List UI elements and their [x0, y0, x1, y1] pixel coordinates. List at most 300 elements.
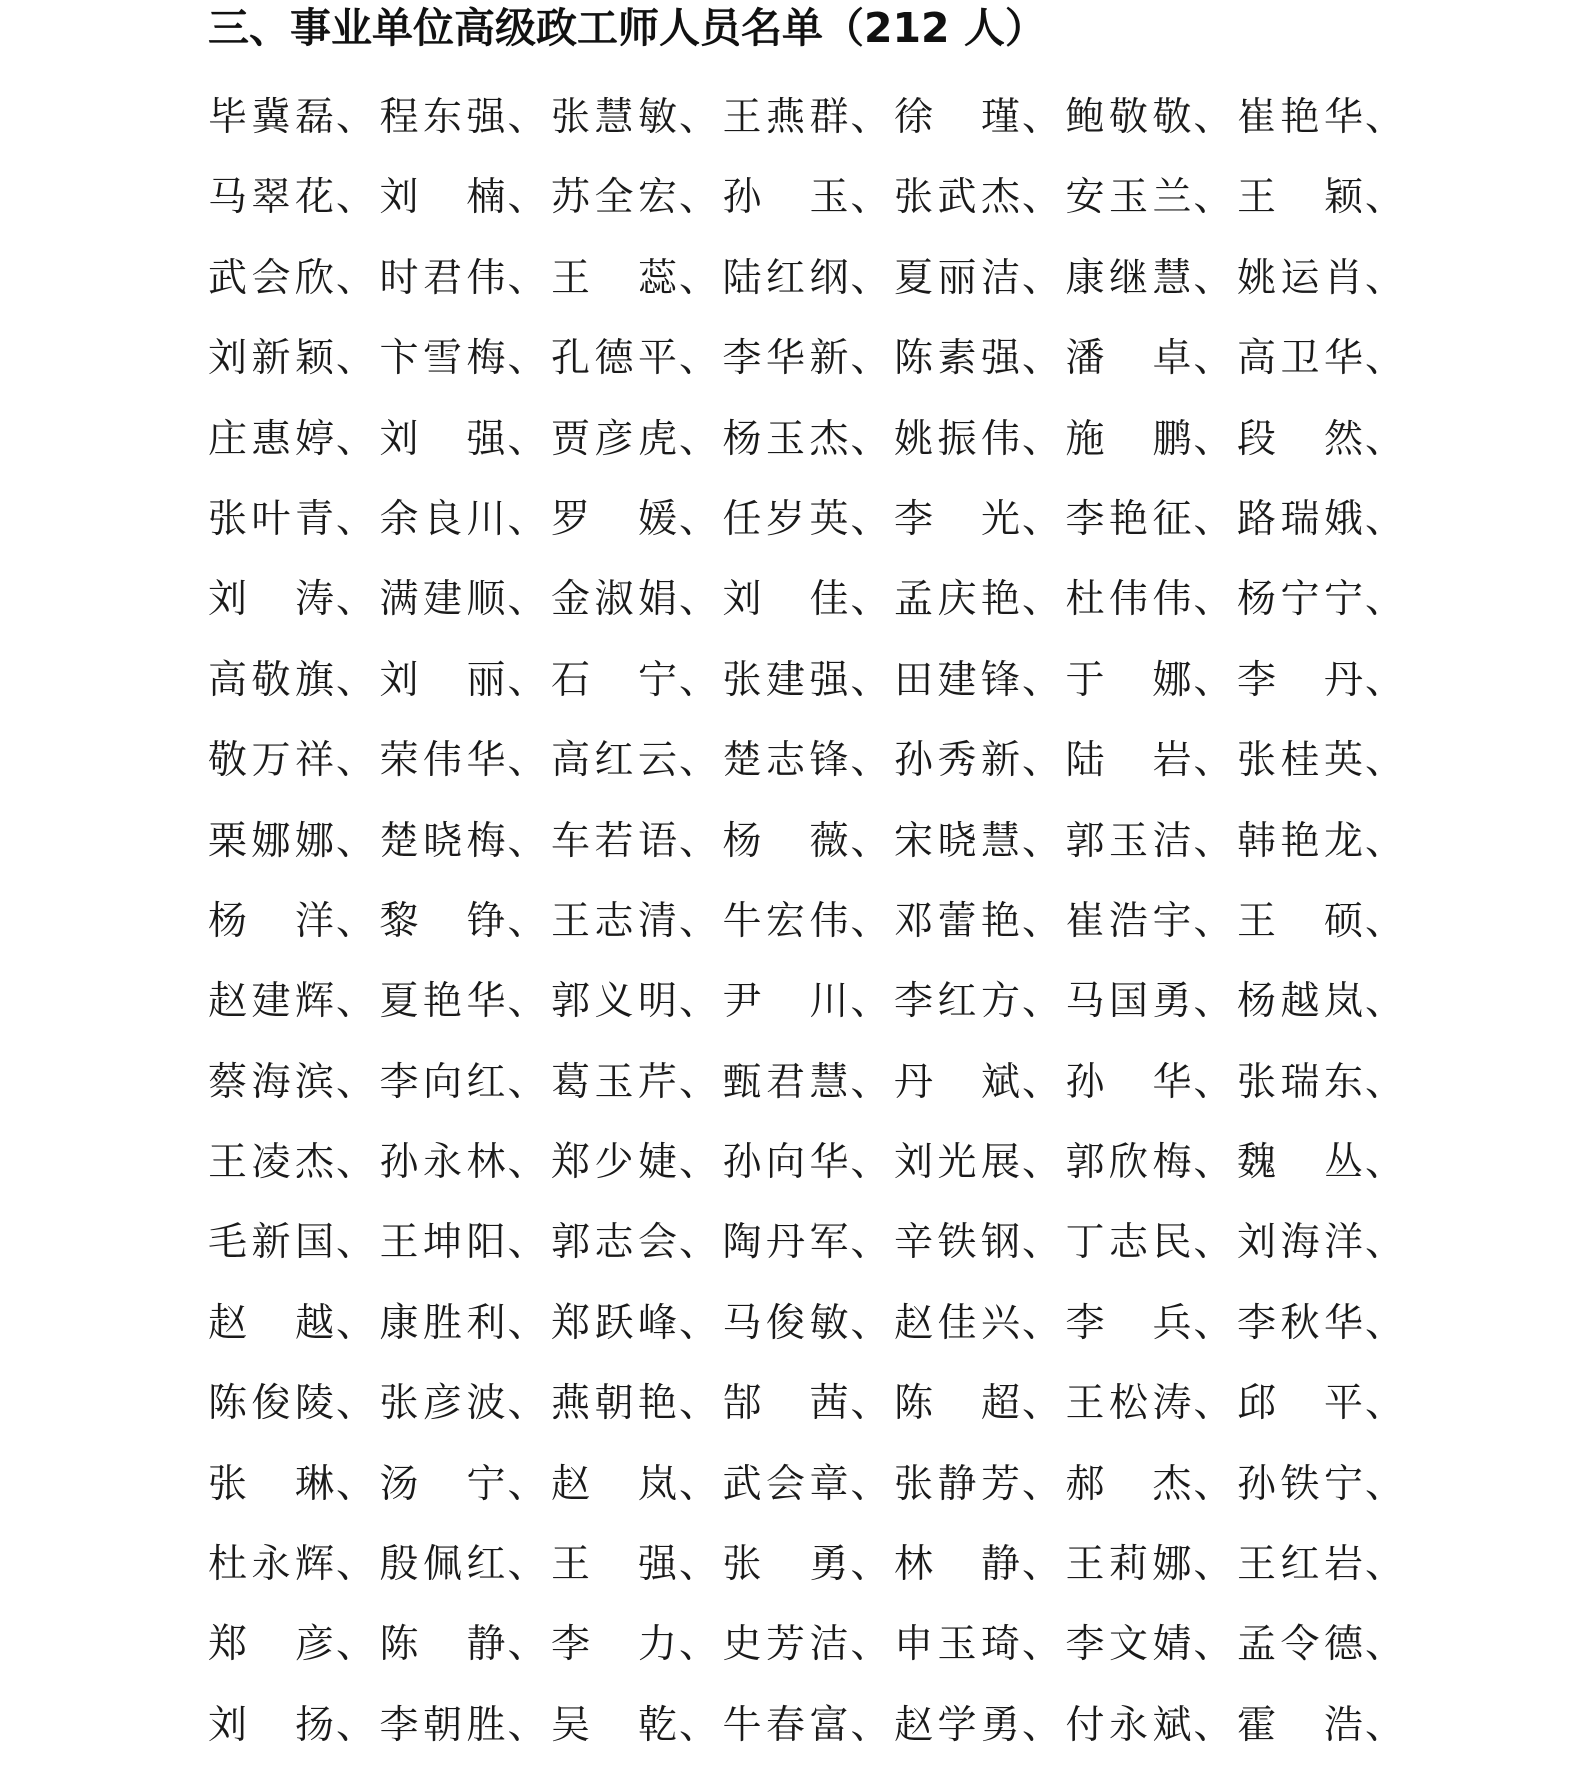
separator: 、 [1193, 1140, 1233, 1186]
person-name: 武 会 章 [722, 1461, 849, 1507]
separator: 、 [1365, 496, 1405, 542]
person-name: 陈 俊 陵 [208, 1381, 334, 1427]
person-name: 王 燕 群 [722, 95, 849, 140]
separator: 、 [1193, 1702, 1233, 1748]
name-entry [723, 400, 895, 480]
separator: 、 [507, 175, 547, 221]
name-entry [1237, 1364, 1409, 1444]
name-entry [551, 319, 723, 399]
name-entry [894, 319, 1066, 399]
name-entry [380, 319, 552, 399]
person-name: 邱 平 [1237, 1381, 1363, 1427]
separator: 、 [1193, 577, 1233, 623]
name-entry [1066, 1525, 1238, 1605]
separator: 、 [679, 95, 719, 140]
name-entry [894, 1445, 1066, 1525]
person-name: 栗 娜 娜 [208, 818, 334, 864]
person-name: 李 红 方 [894, 979, 1020, 1025]
name-entry [723, 78, 895, 158]
separator: 、 [850, 738, 890, 784]
person-name: 任 岁 英 [722, 496, 849, 542]
person-name: 丹 斌 [894, 1059, 1020, 1105]
name-entry [380, 1203, 552, 1283]
name-entry [551, 480, 723, 560]
separator: 、 [336, 657, 376, 703]
name-row [208, 882, 1408, 962]
name-entry [551, 1525, 723, 1605]
name-entry [1237, 802, 1409, 882]
person-name: 牛 宏 伟 [722, 898, 849, 944]
separator: 、 [1365, 818, 1405, 864]
person-name: 李 华 新 [722, 336, 849, 382]
person-name: 鲍 敬 敬 [1065, 95, 1192, 140]
name-entry [894, 1284, 1066, 1364]
separator: 、 [1365, 1702, 1405, 1748]
name-entry [1066, 641, 1238, 721]
separator: 、 [507, 738, 547, 784]
person-name: 崔 艳 华 [1237, 95, 1363, 140]
name-entry [551, 721, 723, 801]
separator: 、 [850, 175, 890, 221]
person-name: 王 硕 [1237, 898, 1363, 944]
separator: 、 [507, 1702, 547, 1748]
name-entry [1066, 1203, 1238, 1283]
person-name: 赵 越 [208, 1300, 334, 1346]
person-name: 刘 扬 [208, 1702, 334, 1748]
name-row [208, 78, 1408, 158]
name-entry [208, 1203, 380, 1283]
name-entry [380, 882, 552, 962]
person-name: 张 叶 青 [208, 496, 334, 542]
person-name: 郭 玉 洁 [1065, 818, 1192, 864]
name-entry [723, 721, 895, 801]
person-name: 林 静 [894, 1542, 1020, 1588]
separator: 、 [679, 979, 719, 1025]
separator: 、 [336, 336, 376, 382]
name-entry [723, 1445, 895, 1525]
person-name: 满 建 顺 [379, 577, 506, 623]
separator: 、 [679, 1140, 719, 1186]
separator: 、 [1193, 1461, 1233, 1507]
name-entry [380, 480, 552, 560]
separator: 、 [1193, 1542, 1233, 1588]
separator: 、 [679, 1622, 719, 1668]
person-name: 燕 朝 艳 [551, 1381, 677, 1427]
person-name: 郑 少 婕 [551, 1140, 677, 1186]
name-entry [1237, 962, 1409, 1042]
person-name: 刘 海 洋 [1237, 1220, 1363, 1266]
name-entry [208, 1364, 380, 1444]
name-entry [208, 1525, 380, 1605]
name-entry [1237, 1203, 1409, 1283]
name-entry [551, 1605, 723, 1685]
person-name: 张 慧 敏 [551, 95, 677, 140]
separator: 、 [850, 1622, 890, 1668]
name-entry [723, 480, 895, 560]
name-entry [1237, 1043, 1409, 1123]
person-name: 孙 玉 [722, 175, 849, 221]
name-entry [1066, 1605, 1238, 1685]
separator: 、 [336, 1300, 376, 1346]
separator: 、 [1022, 416, 1062, 462]
name-row [208, 1123, 1408, 1203]
name-entry [1237, 1605, 1409, 1685]
name-entry [380, 1605, 552, 1685]
name-entry [723, 1043, 895, 1123]
name-row [208, 962, 1408, 1042]
person-name: 程 东 强 [379, 95, 506, 140]
name-entry [208, 962, 380, 1042]
separator: 、 [336, 1059, 376, 1105]
name-entry [551, 400, 723, 480]
name-entry [894, 1525, 1066, 1605]
person-name: 李 丹 [1237, 657, 1363, 703]
person-name: 时 君 伟 [379, 255, 506, 301]
name-row [208, 1043, 1408, 1123]
separator: 、 [679, 496, 719, 542]
name-entry [380, 962, 552, 1042]
separator: 、 [1193, 496, 1233, 542]
person-name: 陈 静 [379, 1622, 506, 1668]
name-entry [208, 1284, 380, 1364]
name-entry [1066, 1445, 1238, 1525]
person-name: 杨 洋 [208, 898, 334, 944]
name-entry [208, 239, 380, 319]
name-entry [380, 1445, 552, 1525]
name-entry [551, 239, 723, 319]
name-entry [894, 882, 1066, 962]
separator: 、 [679, 1542, 719, 1588]
name-row [208, 641, 1408, 721]
name-entry [208, 721, 380, 801]
name-entry [380, 721, 552, 801]
person-name: 王 颖 [1237, 175, 1363, 221]
separator: 、 [1193, 738, 1233, 784]
separator: 、 [850, 416, 890, 462]
name-entry [380, 400, 552, 480]
name-entry [208, 78, 380, 158]
name-entry [723, 882, 895, 962]
separator: 、 [679, 657, 719, 703]
separator: 、 [507, 657, 547, 703]
name-entry [380, 802, 552, 882]
name-entry [208, 641, 380, 721]
person-name: 张 勇 [722, 1542, 849, 1588]
name-entry [208, 1605, 380, 1685]
separator: 、 [850, 1461, 890, 1507]
name-entry [1066, 158, 1238, 238]
name-entry [1237, 158, 1409, 238]
separator: 、 [1193, 818, 1233, 864]
name-entry [894, 158, 1066, 238]
person-name: 车 若 语 [551, 818, 677, 864]
person-name: 邓 蕾 艳 [894, 898, 1020, 944]
separator: 、 [1022, 898, 1062, 944]
name-entry [1066, 1364, 1238, 1444]
name-entry [208, 480, 380, 560]
separator: 、 [679, 336, 719, 382]
name-entry [380, 78, 552, 158]
person-name: 王 松 涛 [1065, 1381, 1192, 1427]
name-entry [894, 1364, 1066, 1444]
name-entry [1237, 1123, 1409, 1203]
name-entry [1066, 962, 1238, 1042]
name-entry [208, 158, 380, 238]
name-entry [1237, 560, 1409, 640]
separator: 、 [850, 1542, 890, 1588]
separator: 、 [1022, 1140, 1062, 1186]
person-name: 王 志 清 [551, 898, 677, 944]
person-name: 陶 丹 军 [722, 1220, 849, 1266]
separator: 、 [1365, 1220, 1405, 1266]
person-name: 李 力 [551, 1622, 677, 1668]
person-name: 尹 川 [722, 979, 849, 1025]
name-entry [894, 480, 1066, 560]
person-name: 崔 浩 宇 [1065, 898, 1192, 944]
person-name: 汤 宁 [379, 1461, 506, 1507]
person-name: 刘 强 [379, 416, 506, 462]
person-name: 高 红 云 [551, 738, 677, 784]
separator: 、 [336, 577, 376, 623]
person-name: 辛 铁 钢 [894, 1220, 1020, 1266]
separator: 、 [1365, 1461, 1405, 1507]
separator: 、 [1193, 1059, 1233, 1105]
person-name: 孙 永 林 [379, 1140, 506, 1186]
person-name: 庄 惠 婷 [208, 416, 334, 462]
separator: 、 [507, 1381, 547, 1427]
separator: 、 [1365, 657, 1405, 703]
person-name: 李 向 红 [379, 1059, 506, 1105]
person-name: 杨 薇 [722, 818, 849, 864]
separator: 、 [336, 738, 376, 784]
name-entry [1237, 1525, 1409, 1605]
separator: 、 [679, 255, 719, 301]
name-entry [894, 1043, 1066, 1123]
person-name: 刘 涛 [208, 577, 334, 623]
name-row [208, 1686, 1408, 1766]
name-entry [894, 802, 1066, 882]
name-list [208, 78, 1408, 1766]
name-entry [894, 1203, 1066, 1283]
name-row [208, 1203, 1408, 1283]
separator: 、 [1022, 1381, 1062, 1427]
person-name: 毛 新 国 [208, 1220, 334, 1266]
person-name: 张 桂 英 [1237, 738, 1363, 784]
person-name: 黎 铮 [379, 898, 506, 944]
separator: 、 [1193, 1220, 1233, 1266]
separator: 、 [336, 1220, 376, 1266]
person-name: 付 永 斌 [1065, 1702, 1192, 1748]
name-entry [1237, 882, 1409, 962]
person-name: 宋 晓 慧 [894, 818, 1020, 864]
separator: 、 [850, 1059, 890, 1105]
separator: 、 [1193, 175, 1233, 221]
separator: 、 [1022, 1300, 1062, 1346]
separator: 、 [507, 1059, 547, 1105]
name-entry [1066, 239, 1238, 319]
separator: 、 [336, 1622, 376, 1668]
name-entry [380, 1364, 552, 1444]
name-entry [723, 560, 895, 640]
separator: 、 [336, 1542, 376, 1588]
person-name: 陆 红 纲 [722, 255, 849, 301]
name-entry [1066, 1686, 1238, 1766]
separator: 、 [850, 979, 890, 1025]
separator: 、 [1022, 657, 1062, 703]
name-row [208, 1284, 1408, 1364]
separator: 、 [1365, 577, 1405, 623]
name-entry [551, 1043, 723, 1123]
separator: 、 [507, 898, 547, 944]
person-name: 安 玉 兰 [1065, 175, 1192, 221]
name-entry [1066, 319, 1238, 399]
person-name: 刘 丽 [379, 657, 506, 703]
name-entry [1237, 78, 1409, 158]
person-name: 楚 晓 梅 [379, 818, 506, 864]
person-name: 李 光 [894, 496, 1020, 542]
name-entry [1066, 480, 1238, 560]
person-name: 吴 乾 [551, 1702, 677, 1748]
person-name: 刘 楠 [379, 175, 506, 221]
separator: 、 [1022, 1220, 1062, 1266]
separator: 、 [1193, 416, 1233, 462]
separator: 、 [1365, 979, 1405, 1025]
name-entry [208, 1043, 380, 1123]
person-name: 罗 媛 [551, 496, 677, 542]
person-name: 郑 跃 峰 [551, 1300, 677, 1346]
person-name: 段 然 [1237, 416, 1363, 462]
person-name: 刘 佳 [722, 577, 849, 623]
separator: 、 [336, 979, 376, 1025]
person-name: 孔 德 平 [551, 336, 677, 382]
name-entry [551, 78, 723, 158]
name-entry [723, 1284, 895, 1364]
person-name: 夏 艳 华 [379, 979, 506, 1025]
person-name: 余 良 川 [379, 496, 506, 542]
separator: 、 [507, 1542, 547, 1588]
separator: 、 [507, 1461, 547, 1507]
name-entry [1066, 1284, 1238, 1364]
person-name: 张 琳 [208, 1461, 334, 1507]
separator: 、 [1365, 738, 1405, 784]
name-entry [894, 78, 1066, 158]
name-row [208, 1605, 1408, 1685]
name-row [208, 802, 1408, 882]
separator: 、 [1193, 1381, 1233, 1427]
separator: 、 [1193, 898, 1233, 944]
person-name: 赵 佳 兴 [894, 1300, 1020, 1346]
person-name: 张 静 芳 [894, 1461, 1020, 1507]
person-name: 甄 君 慧 [722, 1059, 849, 1105]
name-entry [380, 1686, 552, 1766]
person-name: 孙 向 华 [722, 1140, 849, 1186]
name-entry [1066, 560, 1238, 640]
name-entry [380, 1525, 552, 1605]
person-name: 武 会 欣 [208, 255, 334, 301]
separator: 、 [1022, 1461, 1062, 1507]
separator: 、 [336, 496, 376, 542]
section-title: 三、事业单位高级政工师人员名单（212 人） [208, 4, 1046, 52]
separator: 、 [1193, 1300, 1233, 1346]
person-name: 于 娜 [1065, 657, 1192, 703]
separator: 、 [1022, 577, 1062, 623]
separator: 、 [1365, 95, 1405, 140]
person-name: 高 卫 华 [1237, 336, 1363, 382]
name-entry [723, 1686, 895, 1766]
separator: 、 [336, 1702, 376, 1748]
person-name: 魏 丛 [1237, 1140, 1363, 1186]
name-row [208, 400, 1408, 480]
person-name: 马 俊 敏 [722, 1300, 849, 1346]
separator: 、 [1193, 336, 1233, 382]
person-name: 郑 彦 [208, 1622, 334, 1668]
name-entry [1066, 1123, 1238, 1203]
name-entry [380, 1043, 552, 1123]
separator: 、 [679, 577, 719, 623]
separator: 、 [1022, 95, 1062, 140]
separator: 、 [679, 1702, 719, 1748]
person-name: 张 瑞 东 [1237, 1059, 1363, 1105]
person-name: 陆 岩 [1065, 738, 1192, 784]
person-name: 王 凌 杰 [208, 1140, 334, 1186]
separator: 、 [1365, 898, 1405, 944]
name-entry [208, 1123, 380, 1203]
separator: 、 [679, 898, 719, 944]
separator: 、 [507, 416, 547, 462]
separator: 、 [1022, 1059, 1062, 1105]
separator: 、 [336, 416, 376, 462]
name-entry [551, 1686, 723, 1766]
separator: 、 [1193, 657, 1233, 703]
person-name: 杨 越 岚 [1237, 979, 1363, 1025]
person-name: 郜 茜 [722, 1381, 849, 1427]
separator: 、 [850, 898, 890, 944]
person-name: 史 芳 洁 [722, 1622, 849, 1668]
separator: 、 [507, 496, 547, 542]
name-entry [551, 1284, 723, 1364]
person-name: 徐 瑾 [894, 95, 1020, 140]
person-name: 张 武 杰 [894, 175, 1020, 221]
name-entry [551, 1123, 723, 1203]
person-name: 卞 雪 梅 [379, 336, 506, 382]
separator: 、 [1365, 336, 1405, 382]
person-name: 张 建 强 [722, 657, 849, 703]
name-row [208, 319, 1408, 399]
name-row [208, 1525, 1408, 1605]
separator: 、 [507, 1220, 547, 1266]
name-entry [208, 882, 380, 962]
separator: 、 [850, 496, 890, 542]
separator: 、 [1365, 416, 1405, 462]
person-name: 韩 艳 龙 [1237, 818, 1363, 864]
name-entry [723, 158, 895, 238]
person-name: 郝 杰 [1065, 1461, 1192, 1507]
name-entry [894, 641, 1066, 721]
name-entry [208, 400, 380, 480]
person-name: 陈 超 [894, 1381, 1020, 1427]
name-entry [723, 641, 895, 721]
person-name: 李 文 婧 [1065, 1622, 1192, 1668]
separator: 、 [1022, 496, 1062, 542]
separator: 、 [679, 738, 719, 784]
person-name: 施 鹏 [1065, 416, 1192, 462]
name-entry [1066, 400, 1238, 480]
name-entry [1237, 641, 1409, 721]
name-row [208, 480, 1408, 560]
separator: 、 [1193, 979, 1233, 1025]
separator: 、 [1365, 1140, 1405, 1186]
person-name: 郭 欣 梅 [1065, 1140, 1192, 1186]
